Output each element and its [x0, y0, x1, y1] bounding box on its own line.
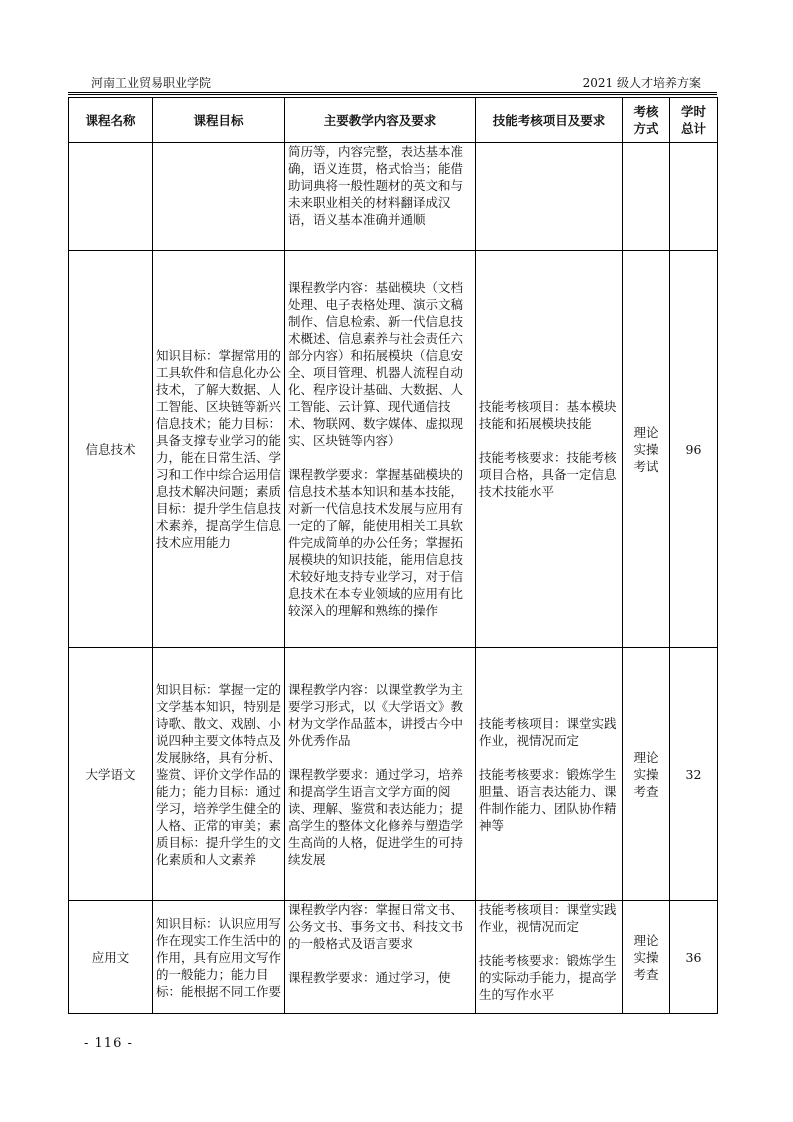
skill-paragraph: 技能考核项目：课堂实践作业，视情况而定 — [479, 715, 617, 748]
header-assessment-method: 考核方式 — [623, 98, 670, 143]
course-goal-cell — [153, 143, 285, 251]
content-cell — [285, 648, 476, 901]
header-course-name: 课程名称 — [69, 98, 153, 143]
content-paragraph: 课程教学要求：通过学习，使 — [288, 970, 451, 985]
skill-paragraph: 技能考核项目：基本模块技能和拓展模块技能 — [479, 399, 617, 431]
method-cell: 理论实操考查 — [623, 901, 670, 1014]
header-school-name: 河南工业贸易职业学院 — [91, 76, 212, 90]
table-row — [69, 901, 718, 1014]
course-goal-cell: 知识目标：掌握一定的文学基本知识，特别是诗歌、散文、戏剧、小说四种主要文体特点及发展脉络，具有分析、鉴赏、评价文学作品的能力；能力目标：通过学习，培养学生健全的人格、正常的审美；素质目标：提升学生的文化素质和人文素养 — [153, 648, 285, 901]
table-row — [69, 143, 718, 251]
content-paragraph: 课程教学要求：掌握基础模块的信息技术基本知识和基本技能，对新一代信息技术发展与应用有一定的了解，能使用相关工具软件完成简单的办公任务；掌握拓展模块的知识技能，能用信息技术较好地支持专业学习，对于信息技术在本专业领域的应用有比较深入的理解和熟练的操作 — [288, 467, 464, 618]
skill-cell — [476, 251, 623, 648]
course-goal-cell: 知识目标：认识应用写作在现实工作生活中的作用，具有应用文写作的一般能力；能力目标：能根据不同工作要 — [153, 901, 285, 1014]
skill-paragraph: 技能考核要求：锻炼学生的实际动手能力，提高学生的写作水平 — [479, 953, 617, 1002]
content-cell — [285, 901, 476, 1014]
content-paragraph: 简历等，内容完整，表达基本准确，语义连贯，格式恰当；能借助词典将一般性题材的英文和与未来职业相关的材料翻译成汉语，语义基本准确并通顺 — [288, 144, 464, 227]
content-paragraph: 课程教学要求：通过学习，培养和提高学生语言文学方面的阅读、理解、鉴赏和表达能力；提高学生的整体文化修养与塑造学生高尚的人格，促进学生的可持续发展 — [288, 766, 464, 867]
skill-cell — [476, 648, 623, 901]
skill-cell — [476, 143, 623, 251]
course-goal-cell: 知识目标：掌握常用的工具软件和信息化办公技术，了解大数据、人工智能、区块链等新兴信息技术；能力目标：具备支撑专业学习的能力，能在日常生活、学习和工作中综合运用信息技术解决问题；素质目标：提升学生信息技术素养，提高学生信息技术应用能力 — [153, 251, 285, 648]
header-main-content: 主要教学内容及要求 — [285, 98, 476, 143]
hours-cell: 32 — [670, 648, 718, 901]
header-plan-title: 2021 级人才培养方案 — [582, 76, 701, 90]
course-table — [68, 97, 718, 1014]
content-paragraph: 课程教学内容：掌握日常文书、公务文书、事务文书、科技文书的一般格式及语言要求 — [288, 902, 464, 951]
content-paragraph: 课程教学内容：以课堂教学为主要学习形式，以《大学语文》教材为文学作品蓝本，讲授古今中外优秀作品 — [288, 681, 464, 748]
table-header-row — [69, 98, 718, 143]
course-name-cell: 应用文 — [69, 901, 153, 1014]
course-name-cell — [69, 143, 153, 251]
skill-paragraph: 技能考核要求：技能考核项目合格，具备一定信息技术技能水平 — [479, 450, 617, 499]
table-row — [69, 648, 718, 901]
hours-cell — [670, 143, 718, 251]
method-cell: 理论实操考试 — [623, 251, 670, 648]
content-cell — [285, 143, 476, 251]
header-rule — [68, 92, 717, 95]
method-cell: 理论实操考查 — [623, 648, 670, 901]
course-name-cell: 大学语文 — [69, 648, 153, 901]
page-number: - 116 - — [84, 1036, 133, 1051]
skill-cell — [476, 901, 623, 1014]
skill-paragraph: 技能考核项目：课堂实践作业，视情况而定 — [479, 902, 617, 934]
hours-cell: 36 — [670, 901, 718, 1014]
method-cell — [623, 143, 670, 251]
header-total-hours: 学时总计 — [670, 98, 718, 143]
hours-cell: 96 — [670, 251, 718, 648]
course-name-cell: 信息技术 — [69, 251, 153, 648]
skill-paragraph: 技能考核要求：锻炼学生胆量、语言表达能力、课件制作能力、团队协作精神等 — [479, 766, 617, 833]
header-skill-assessment: 技能考核项目及要求 — [476, 98, 623, 143]
content-paragraph: 课程教学内容：基础模块（文档处理、电子表格处理、演示文稿制作、信息检索、新一代信息技术概述、信息素养与社会责任六部分内容）和拓展模块（信息安全、项目管理、机器人流程自动化、程序设计基础、大数据、人工智能、云计算、现代通信技术、物联网、数字媒体、虚拟现实、区块链等内容） — [288, 280, 464, 448]
content-cell — [285, 251, 476, 648]
header-course-goal: 课程目标 — [153, 98, 285, 143]
table-row — [69, 251, 718, 648]
